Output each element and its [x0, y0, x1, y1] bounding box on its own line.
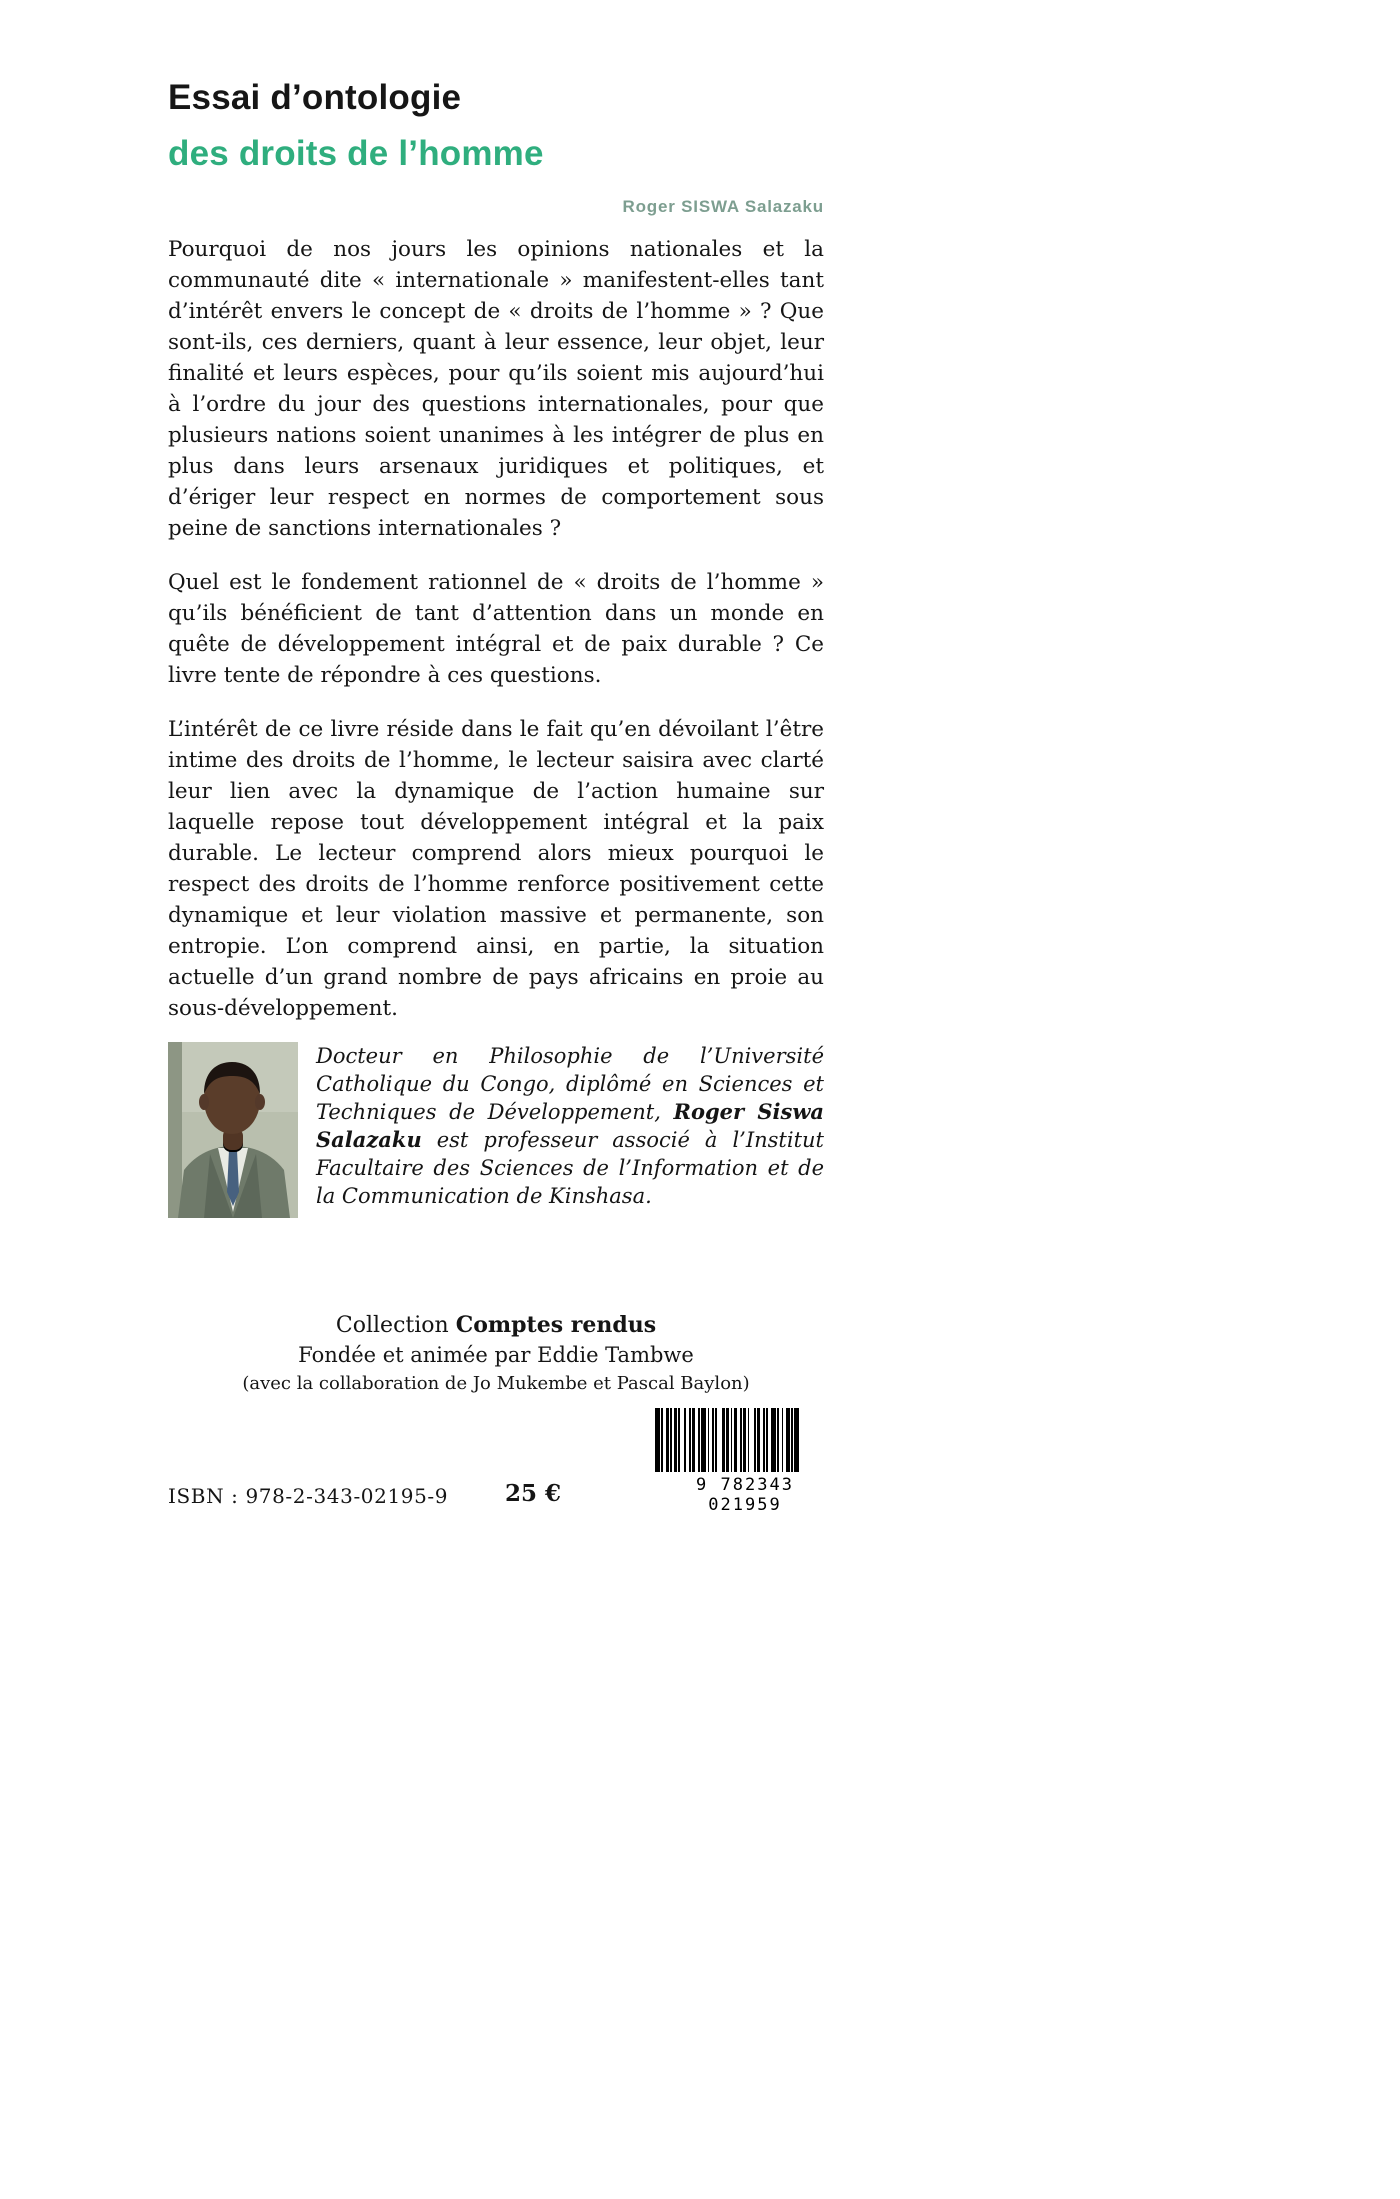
bio-author-name: Roger Siswa Salazaku	[316, 1099, 825, 1152]
author-bio-text	[316, 1042, 824, 1210]
barcode-number: 9 782343 021959	[696, 1475, 794, 1515]
author-photo	[168, 1042, 298, 1218]
back-cover-text	[168, 234, 824, 1047]
author-photo-graphic	[168, 1042, 298, 1218]
author-bio-section	[168, 1042, 824, 1218]
author-name: Roger SISWA Salazaku	[622, 197, 824, 216]
collection-label: Collection	[335, 1313, 456, 1338]
bio-before-name: Docteur en Philosophie de l’Université Catholique du Congo, diplômé en Sciences et Techniques de Développement,	[316, 1044, 824, 1124]
paragraph-1: Pourquoi de nos jours les opinions nationales et la communauté dite « internationale » manifestent-elles tant d’intérêt envers le concept de « droits de l’homme » ? Que sont-ils, ces derniers, quant à leur essence, leur objet, leur finalité et leurs espèces, pour qu’ils soient mis aujourd’hui à l’ordre du jour des questions internationales, pour que plusieurs nations soient unanimes à les intégrer de plus en plus dans leurs arsenaux juridiques et politiques, et d’ériger leur respect en normes de comportement sous peine de sanctions internationales ?	[168, 237, 824, 541]
collection-founder-line: Fondée et animée par Eddie Tambwe	[298, 1343, 694, 1367]
collection-line	[168, 1310, 824, 1341]
price-text: 25 €	[505, 1480, 562, 1507]
collection-collaboration-line: (avec la collaboration de Jo Mukembe et Pascal Baylon)	[242, 1373, 750, 1394]
paragraph-3: L’intérêt de ce livre réside dans le fait qu’en dévoilant l’être intime des droits de l’homme, le lecteur saisira avec clarté leur lien avec la dynamique de l’action humaine sur laquelle repose tout développement intégral et la paix durable. Le lecteur comprend alors mieux pourquoi le respect des droits de l’homme renforce positivement cette dynamique et leur violation massive et permanente, son entropie. L’on comprend ainsi, en partie, la situation actuelle d’un grand nombre de pays africains en proie au sous-développement.	[168, 717, 824, 1021]
collection-block	[168, 1310, 824, 1397]
barcode-bars	[655, 1408, 835, 1472]
book-title: Essai d’ontologie	[168, 78, 462, 117]
bio-after-name: est professeur associé à l’Institut Facultaire des Sciences de l’Information et de la Communication de Kinshasa.	[316, 1128, 824, 1208]
barcode	[655, 1408, 835, 1515]
collection-name: Comptes rendus	[455, 1312, 657, 1338]
book-subtitle: des droits de l’homme	[168, 134, 544, 173]
paragraph-2: Quel est le fondement rationnel de « droits de l’homme » qu’ils bénéficient de tant d’attention dans un monde en quête de développement intégral et de paix durable ? Ce livre tente de répondre à ces questions.	[168, 570, 824, 688]
isbn-text: ISBN : 978-2-343-02195-9	[168, 1484, 449, 1508]
